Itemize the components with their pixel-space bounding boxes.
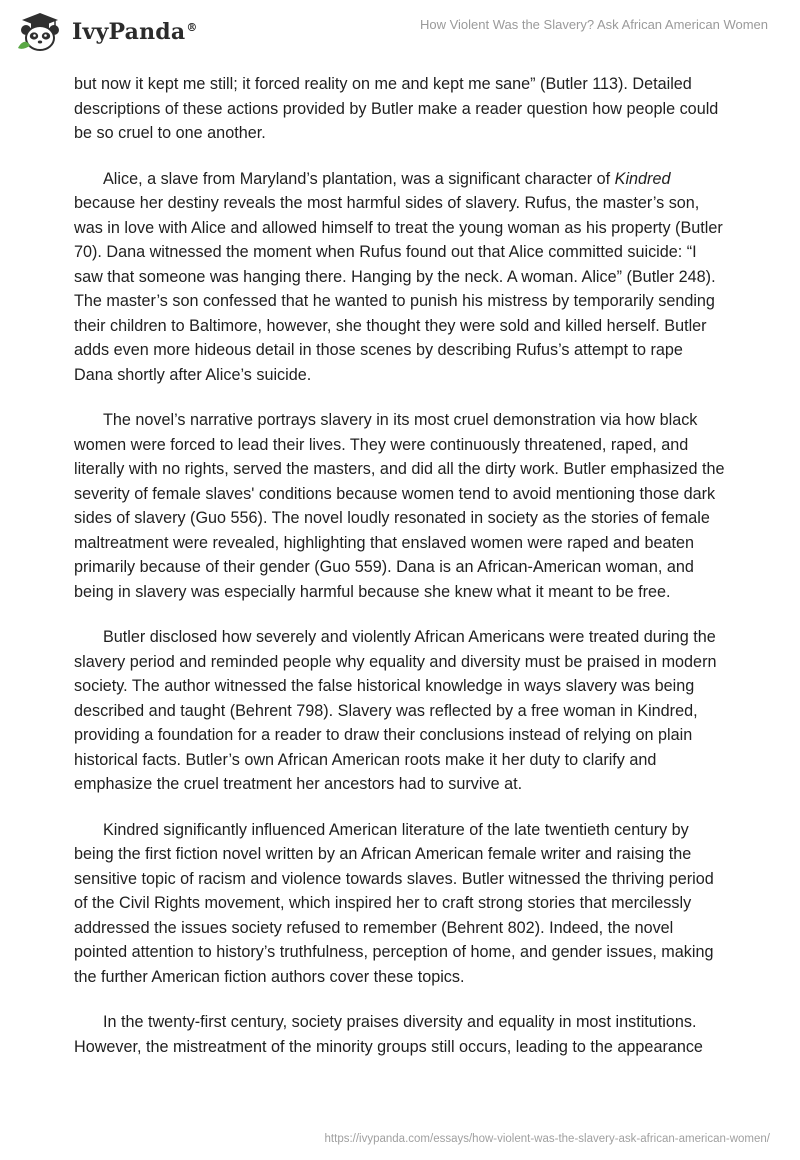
book-title: Kindred (614, 169, 671, 188)
paragraph: The novel’s narrative portrays slavery in its most cruel demonstration via how black women were forced to lead their lives. They were continuously threatened, raped, and literally with no rights, served the masters, and did all the dirty work. Butler emphasized the severity of female slaves' conditions because women tend to avoid mentioning those dark sides of slavery (Guo 556). The novel loudly resonated in society as the stories of female maltreatment were revealed, highlighting that enslaved women were raped and beaten primarily because of their gender (Guo 559). Dana is an African-American woman, and being in slavery was especially harmful because she knew what it meant to be free. (74, 411, 725, 601)
paragraph: Kindred significantly influenced American literature of the late twentieth century by being the first fiction novel written by an African American female writer and raising the sensitive topic of racism and violence towards slaves. Butler witnessed the thriving period of the Civil Rights movement, which inspired her to craft strong stories that mercilessly addressed the issues society refused to remember (Behrent 802). Indeed, the novel pointed attention to history’s truthfulness, perception of home, and gender issues, making the further American fiction authors cover these topics. (74, 820, 714, 986)
essay-body (74, 72, 726, 1080)
source-url[interactable]: https://ivypanda.com/essays/how-violent-was-the-slavery-ask-african-american-women/ (324, 1133, 770, 1145)
paragraph: but now it kept me still; it forced reality on me and kept me sane” (Butler 113). Detailed descriptions of these actions provided by Butler make a reader question how people could be so cruel to one another. (74, 75, 719, 142)
paragraph: Butler disclosed how severely and violently African Americans were treated during the slavery period and reminded people why equality and diversity must be praised in modern society. The author witnessed the false historical knowledge in ways slavery was being described and taught (Behrent 798). Slavery was reflected by a free woman in Kindred, providing a foundation for a reader to draw their conclusions instead of relying on plain historical facts. Butler’s own African American roots make it her duty to clarify and emphasize the cruel treatment her ancestors had to survive at. (74, 628, 717, 793)
paragraph: Alice, a slave from Maryland’s plantation, was a significant character of Kindred because her destiny reveals the most harmful sides of slavery. Rufus, the master’s son, was in love with Alice and allowed himself to treat the young woman as his property (Butler 70). Dana witnessed the moment when Rufus found out that Alice committed suicide: “I saw that someone was hanging there. Hanging by the neck. A woman. Alice” (Butler 248). The master’s son confessed that he wanted to punish his mistress by temporarily sending their children to Baltimore, however, she thought they were sold and killed herself. Butler adds even more hideous detail in those scenes by describing Rufus’s attempt to rape Dana shortly after Alice’s suicide. (74, 169, 723, 384)
ivypanda-logo[interactable] (14, 10, 198, 54)
page-header (0, 0, 800, 64)
paragraph: In the twenty-first century, society praises diversity and equality in most institutions. However, the mistreatment of the minority groups still occurs, leading to the appearance (74, 1013, 703, 1056)
panda-graduate-icon (14, 10, 66, 54)
document-title: How Violent Was the Slavery? Ask African American Women (419, 17, 768, 32)
logo-wordmark: IvyPanda® (72, 19, 198, 45)
